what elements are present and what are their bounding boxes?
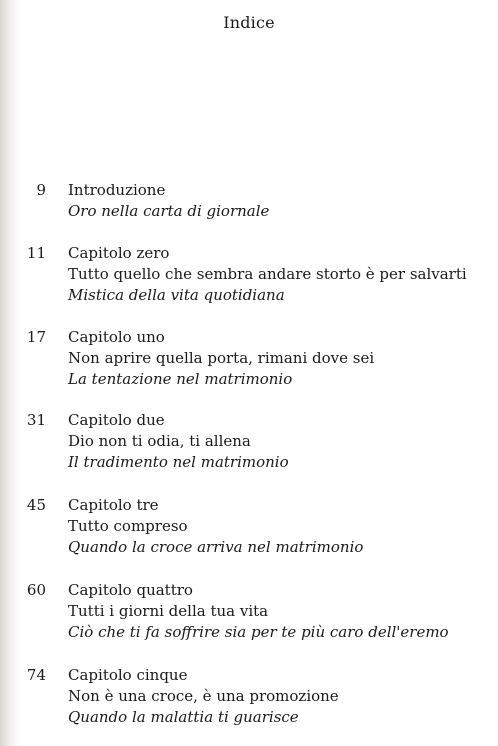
page-number: 11 [26,244,46,262]
entry-heading: Capitolo due [68,411,165,429]
entry-heading: Capitolo tre [68,496,159,514]
entry-heading: Capitolo uno [68,328,165,346]
entry-title-line: Tutti i giorni della tua vita [68,602,269,620]
page-number: 45 [26,496,46,514]
page-number: 74 [26,666,46,684]
page-number: 17 [26,328,46,346]
entry-title-line: Non aprire quella porta, rimani dove sei [68,349,375,367]
entry-title-line: Dio non ti odia, ti allena [68,432,251,450]
entry-subtitle: Mistica della vita quotidiana [68,286,285,304]
entry-title-line: Tutto compreso [68,517,188,535]
entry-subtitle: Ciò che ti fa soffrire sia per te più caro dell'eremo [68,623,449,641]
entry-heading: Introduzione [68,181,166,199]
entry-subtitle: La tentazione nel matrimonio [68,370,293,388]
page-number: 9 [36,181,46,199]
page-title: Indice [223,13,275,32]
entry-subtitle: Quando la malattia ti guarisce [68,708,299,726]
entry-heading: Capitolo zero [68,244,170,262]
entry-subtitle: Oro nella carta di giornale [68,202,270,220]
page-number: 31 [26,411,46,429]
entry-heading: Capitolo quattro [68,581,193,599]
entry-subtitle: Quando la croce arriva nel matrimonio [68,538,364,556]
entry-subtitle: Il tradimento nel matrimonio [68,453,289,471]
entry-title-line: Non è una croce, è una promozione [68,687,339,705]
entry-heading: Capitolo cinque [68,666,188,684]
entry-title-line: Tutto quello che sembra andare storto è per salvarti [68,265,467,283]
page-number: 60 [26,581,46,599]
